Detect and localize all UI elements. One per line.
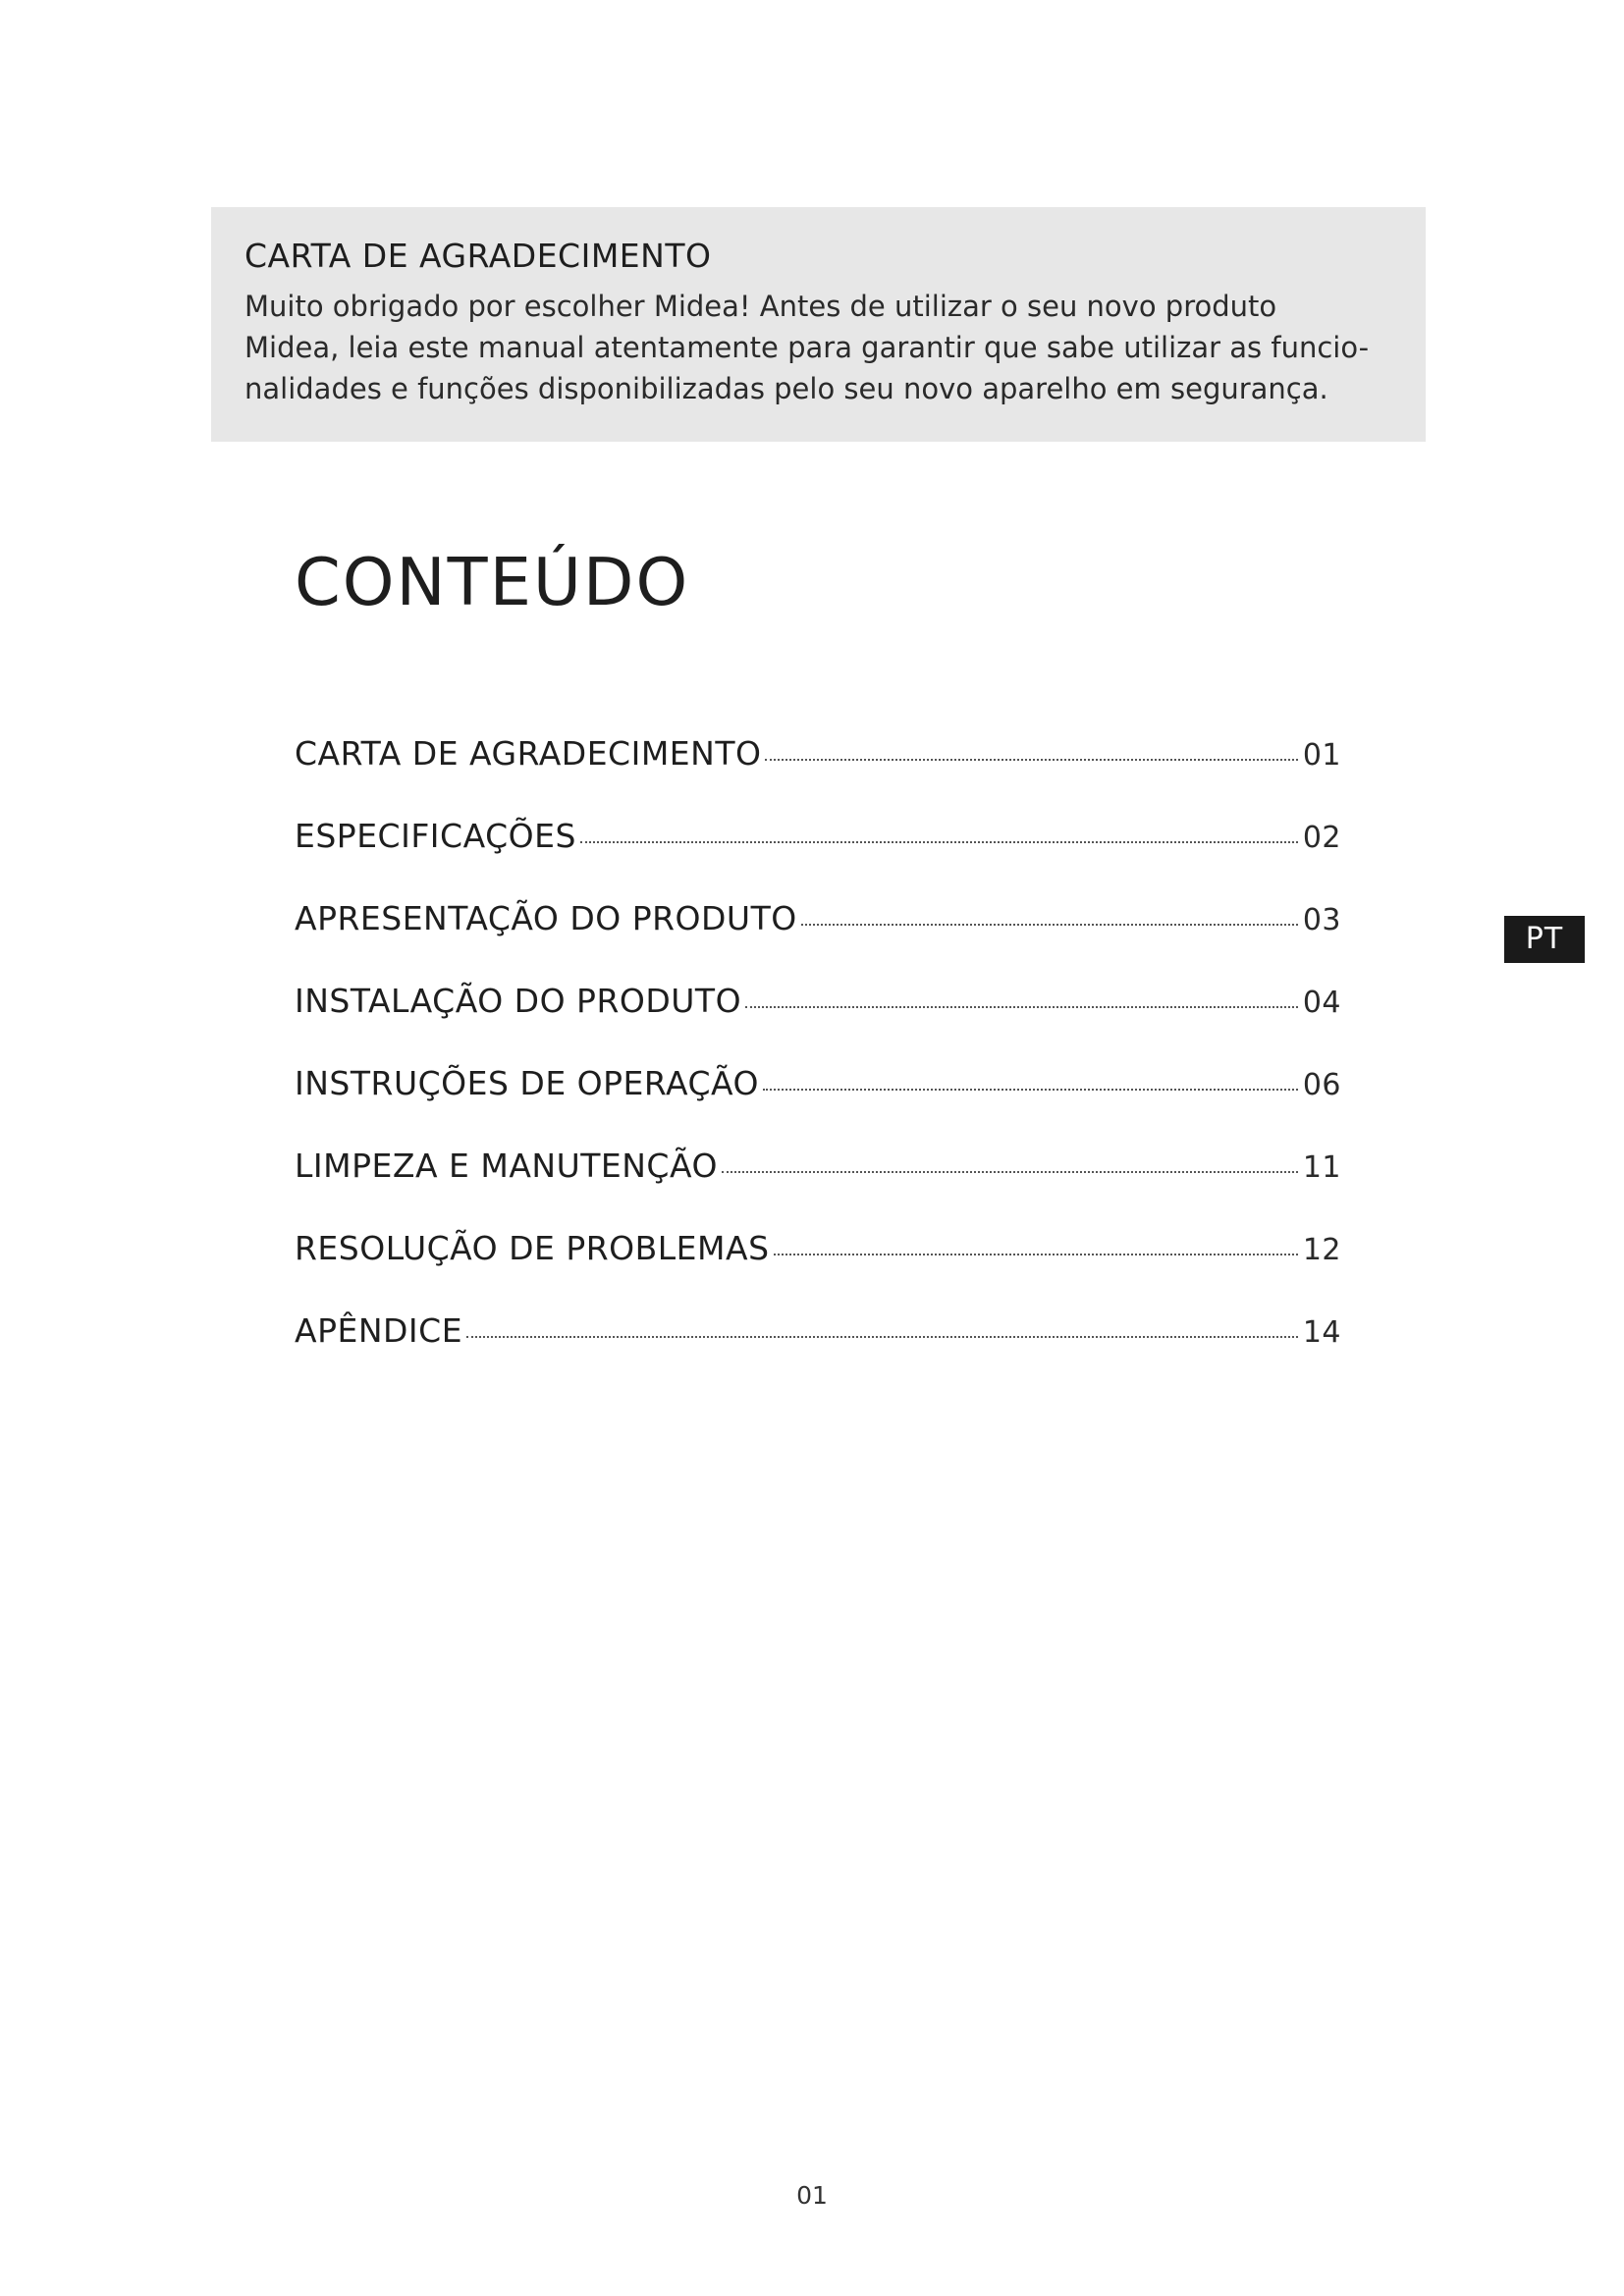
toc-entry-page: 11	[1302, 1150, 1341, 1185]
toc-entry[interactable]	[295, 899, 1341, 982]
letter-body	[244, 286, 1392, 409]
toc-entry-page: 03	[1302, 903, 1341, 937]
toc-entry-page: 02	[1302, 821, 1341, 855]
language-tab: PT	[1504, 916, 1585, 963]
toc-entry-label: RESOLUÇÃO DE PROBLEMAS	[295, 1229, 770, 1267]
toc-entry[interactable]	[295, 1229, 1341, 1311]
toc-entry[interactable]	[295, 982, 1341, 1064]
toc-entry-label: ESPECIFICAÇÕES	[295, 817, 576, 855]
contents-title: CONTEÚDO	[295, 544, 690, 620]
toc-entry-label: CARTA DE AGRADECIMENTO	[295, 734, 762, 773]
toc-dot-leader	[580, 841, 1298, 843]
toc-dot-leader	[801, 924, 1298, 926]
table-of-contents	[295, 734, 1341, 1394]
toc-entry[interactable]	[295, 1064, 1341, 1147]
toc-entry-label: INSTRUÇÕES DE OPERAÇÃO	[295, 1064, 759, 1102]
toc-entry-page: 14	[1302, 1315, 1341, 1350]
toc-dot-leader	[466, 1336, 1298, 1338]
toc-entry[interactable]	[295, 817, 1341, 899]
toc-dot-leader	[765, 759, 1298, 761]
toc-entry-page: 01	[1302, 738, 1341, 773]
letter-line: nalidades e funções disponibilizadas pelo seu novo aparelho em segurança.	[244, 372, 1328, 405]
toc-entry-label: LIMPEZA E MANUTENÇÃO	[295, 1147, 718, 1185]
toc-entry-page: 12	[1302, 1233, 1341, 1267]
page-number: 01	[796, 2181, 828, 2210]
toc-dot-leader	[745, 1006, 1298, 1008]
toc-entry[interactable]	[295, 1147, 1341, 1229]
toc-entry-label: APÊNDICE	[295, 1311, 463, 1350]
toc-entry-label: APRESENTAÇÃO DO PRODUTO	[295, 899, 797, 937]
toc-entry[interactable]	[295, 1311, 1341, 1394]
toc-dot-leader	[774, 1254, 1298, 1255]
thank-you-letter-box	[211, 207, 1426, 442]
toc-dot-leader	[722, 1171, 1298, 1173]
letter-title: CARTA DE AGRADECIMENTO	[244, 237, 712, 275]
toc-entry[interactable]	[295, 734, 1341, 817]
toc-entry-page: 06	[1302, 1068, 1341, 1102]
letter-line: Muito obrigado por escolher Midea! Antes de utilizar o seu novo produto	[244, 290, 1277, 323]
toc-entry-page: 04	[1302, 986, 1341, 1020]
toc-entry-label: INSTALAÇÃO DO PRODUTO	[295, 982, 742, 1020]
toc-dot-leader	[763, 1089, 1298, 1091]
letter-line: Midea, leia este manual atentamente para garantir que sabe utilizar as funcio-	[244, 331, 1370, 364]
